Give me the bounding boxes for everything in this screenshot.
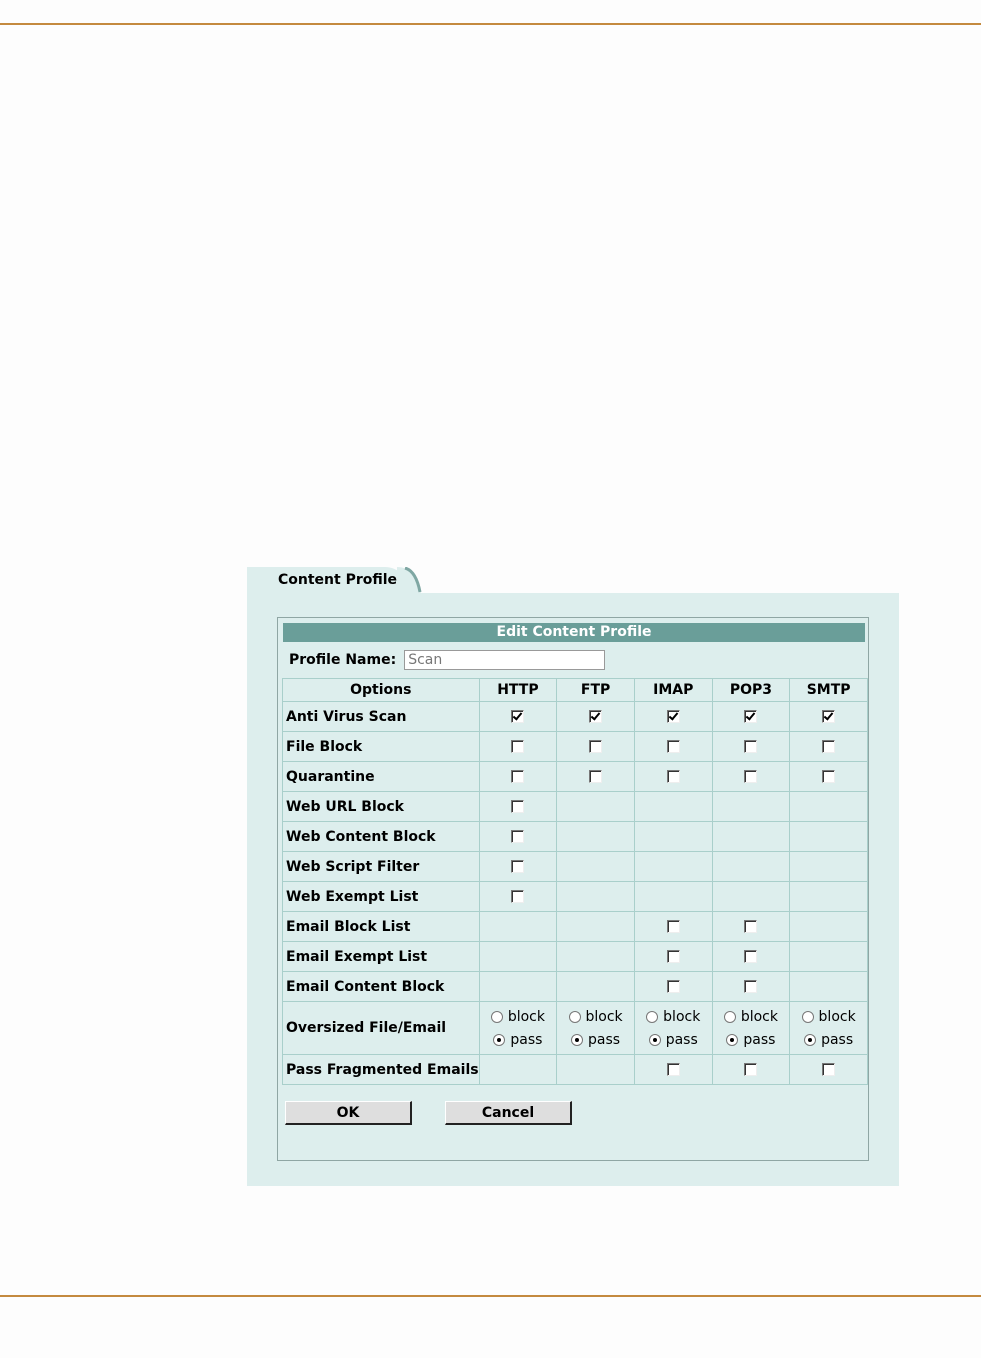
- cell-ftp: [557, 882, 635, 912]
- header-pop3: POP3: [712, 679, 790, 702]
- cell-http: [479, 732, 557, 762]
- table-header-row: [283, 679, 868, 702]
- cell-imap: [634, 1002, 712, 1055]
- cell-ftp: [557, 942, 635, 972]
- cell-smtp: [790, 732, 868, 762]
- checkbox-ftp[interactable]: [589, 770, 602, 783]
- checkbox-imap[interactable]: [667, 920, 680, 933]
- cell-pop3: [712, 732, 790, 762]
- checkbox-ftp[interactable]: [589, 740, 602, 753]
- checkbox-http[interactable]: [511, 740, 524, 753]
- table-row: [283, 702, 868, 732]
- checkbox-ftp[interactable]: [589, 710, 602, 723]
- radio-block-pop3[interactable]: [724, 1011, 736, 1023]
- options-table: [282, 678, 868, 1085]
- checkbox-imap[interactable]: [667, 770, 680, 783]
- bottom-rule: [0, 1295, 981, 1297]
- cell-http: [479, 702, 557, 732]
- table-row: [283, 762, 868, 792]
- radio-option-block[interactable]: [790, 1005, 867, 1028]
- checkbox-http[interactable]: [511, 770, 524, 783]
- cell-smtp: [790, 912, 868, 942]
- cell-smtp: [790, 1055, 868, 1085]
- cell-ftp: [557, 1055, 635, 1085]
- cell-smtp: [790, 792, 868, 822]
- radio-label: pass: [743, 1031, 776, 1048]
- checkbox-smtp[interactable]: [822, 710, 835, 723]
- content-profile-panel: [247, 567, 899, 1186]
- cell-http: [479, 792, 557, 822]
- checkbox-pop3[interactable]: [744, 770, 757, 783]
- cell-pop3: [712, 912, 790, 942]
- option-label: Web Script Filter: [283, 852, 480, 882]
- radio-option-pass[interactable]: [790, 1028, 867, 1051]
- tab-content-profile[interactable]: [247, 567, 409, 593]
- cell-imap: [634, 822, 712, 852]
- checkbox-imap[interactable]: [667, 740, 680, 753]
- table-row: [283, 1055, 868, 1085]
- cell-imap: [634, 1055, 712, 1085]
- cell-ftp: [557, 762, 635, 792]
- option-label: Anti Virus Scan: [283, 702, 480, 732]
- cell-smtp: [790, 882, 868, 912]
- option-label: File Block: [283, 732, 480, 762]
- checkbox-pop3[interactable]: [744, 1063, 757, 1076]
- cell-smtp: [790, 822, 868, 852]
- table-row: [283, 732, 868, 762]
- cell-smtp: [790, 762, 868, 792]
- radio-label: block: [585, 1008, 623, 1025]
- cell-pop3: [712, 792, 790, 822]
- checkbox-pop3[interactable]: [744, 710, 757, 723]
- cell-smtp: [790, 972, 868, 1002]
- radio-pass-smtp[interactable]: [804, 1034, 816, 1046]
- ok-button[interactable]: OK: [285, 1101, 412, 1125]
- table-row: [283, 942, 868, 972]
- tab-label: Content Profile: [278, 572, 398, 588]
- checkbox-pop3[interactable]: [744, 740, 757, 753]
- cell-imap: [634, 852, 712, 882]
- radio-block-http[interactable]: [491, 1011, 503, 1023]
- cell-imap: [634, 732, 712, 762]
- option-label: Email Exempt List: [283, 942, 480, 972]
- cell-http: [479, 762, 557, 792]
- checkbox-http[interactable]: [511, 860, 524, 873]
- tab-curve-decoration: [397, 567, 429, 593]
- checkbox-imap[interactable]: [667, 950, 680, 963]
- table-row: [283, 852, 868, 882]
- checkbox-pop3[interactable]: [744, 950, 757, 963]
- cell-smtp: [790, 1002, 868, 1055]
- cell-pop3: [712, 972, 790, 1002]
- radio-option-pass[interactable]: [480, 1028, 557, 1051]
- radio-label: pass: [821, 1031, 854, 1048]
- option-label: Web Exempt List: [283, 882, 480, 912]
- cell-ftp: [557, 912, 635, 942]
- cell-http: [479, 1055, 557, 1085]
- radio-block-smtp[interactable]: [802, 1011, 814, 1023]
- cell-imap: [634, 972, 712, 1002]
- cell-pop3: [712, 1055, 790, 1085]
- header-smtp: SMTP: [790, 679, 868, 702]
- checkbox-http[interactable]: [511, 890, 524, 903]
- cell-imap: [634, 912, 712, 942]
- cell-ftp: [557, 732, 635, 762]
- cell-http: [479, 822, 557, 852]
- profile-name-label: Profile Name:: [289, 652, 397, 668]
- cell-ftp: [557, 822, 635, 852]
- header-http: HTTP: [479, 679, 557, 702]
- radio-option-pass[interactable]: [713, 1028, 790, 1051]
- cell-http: [479, 972, 557, 1002]
- radio-label: block: [818, 1008, 856, 1025]
- option-label: Pass Fragmented Emails: [283, 1055, 480, 1085]
- option-label: Email Content Block: [283, 972, 480, 1002]
- checkbox-http[interactable]: [511, 830, 524, 843]
- table-row: [283, 972, 868, 1002]
- checkbox-smtp[interactable]: [822, 770, 835, 783]
- radio-block-imap[interactable]: [646, 1011, 658, 1023]
- cell-ftp: [557, 1002, 635, 1055]
- option-label: Email Block List: [283, 912, 480, 942]
- cell-imap: [634, 882, 712, 912]
- radio-block-ftp[interactable]: [569, 1011, 581, 1023]
- cell-smtp: [790, 702, 868, 732]
- cell-imap: [634, 792, 712, 822]
- radio-label: block: [663, 1008, 701, 1025]
- radio-pass-ftp[interactable]: [571, 1034, 583, 1046]
- radio-pass-imap[interactable]: [649, 1034, 661, 1046]
- option-label: Web Content Block: [283, 822, 480, 852]
- cell-http: [479, 1002, 557, 1055]
- radio-option-block[interactable]: [557, 1005, 634, 1028]
- cancel-button[interactable]: Cancel: [445, 1101, 572, 1125]
- table-row: [283, 882, 868, 912]
- radio-option-block[interactable]: [713, 1005, 790, 1028]
- cell-pop3: [712, 882, 790, 912]
- cell-pop3: [712, 852, 790, 882]
- table-row: [283, 822, 868, 852]
- profile-name-row: [289, 649, 605, 671]
- cell-imap: [634, 762, 712, 792]
- checkbox-smtp[interactable]: [822, 1063, 835, 1076]
- checkbox-imap[interactable]: [667, 980, 680, 993]
- cell-ftp: [557, 792, 635, 822]
- header-ftp: FTP: [557, 679, 635, 702]
- cell-http: [479, 942, 557, 972]
- cell-imap: [634, 702, 712, 732]
- cell-pop3: [712, 822, 790, 852]
- cell-pop3: [712, 942, 790, 972]
- radio-label: block: [507, 1008, 545, 1025]
- cell-pop3: [712, 1002, 790, 1055]
- cell-imap: [634, 942, 712, 972]
- cell-http: [479, 912, 557, 942]
- radio-label: pass: [665, 1031, 698, 1048]
- panel-body: [247, 593, 899, 1186]
- edit-profile-form: [277, 617, 869, 1161]
- profile-name-input[interactable]: [404, 650, 605, 670]
- checkbox-http[interactable]: [511, 710, 524, 723]
- cell-ftp: [557, 702, 635, 732]
- header-imap: IMAP: [634, 679, 712, 702]
- cell-smtp: [790, 942, 868, 972]
- radio-pass-http[interactable]: [493, 1034, 505, 1046]
- radio-label: pass: [588, 1031, 621, 1048]
- cell-pop3: [712, 762, 790, 792]
- cell-smtp: [790, 852, 868, 882]
- radio-option-pass[interactable]: [557, 1028, 634, 1051]
- cell-http: [479, 882, 557, 912]
- checkbox-http[interactable]: [511, 800, 524, 813]
- checkbox-pop3[interactable]: [744, 980, 757, 993]
- checkbox-smtp[interactable]: [822, 740, 835, 753]
- option-label: Quarantine: [283, 762, 480, 792]
- checkbox-imap[interactable]: [667, 710, 680, 723]
- cell-pop3: [712, 702, 790, 732]
- radio-option-block[interactable]: [635, 1005, 712, 1028]
- table-row: [283, 792, 868, 822]
- radio-label: block: [740, 1008, 778, 1025]
- table-row: [283, 912, 868, 942]
- header-options: Options: [283, 679, 480, 702]
- table-row: [283, 1002, 868, 1055]
- form-title: Edit Content Profile: [283, 623, 865, 642]
- radio-option-block[interactable]: [480, 1005, 557, 1028]
- radio-pass-pop3[interactable]: [726, 1034, 738, 1046]
- checkbox-pop3[interactable]: [744, 920, 757, 933]
- radio-option-pass[interactable]: [635, 1028, 712, 1051]
- cell-ftp: [557, 852, 635, 882]
- cell-http: [479, 852, 557, 882]
- radio-label: pass: [510, 1031, 543, 1048]
- top-rule: [0, 23, 981, 25]
- cell-ftp: [557, 972, 635, 1002]
- option-label: Oversized File/Email: [283, 1002, 480, 1055]
- option-label: Web URL Block: [283, 792, 480, 822]
- checkbox-imap[interactable]: [667, 1063, 680, 1076]
